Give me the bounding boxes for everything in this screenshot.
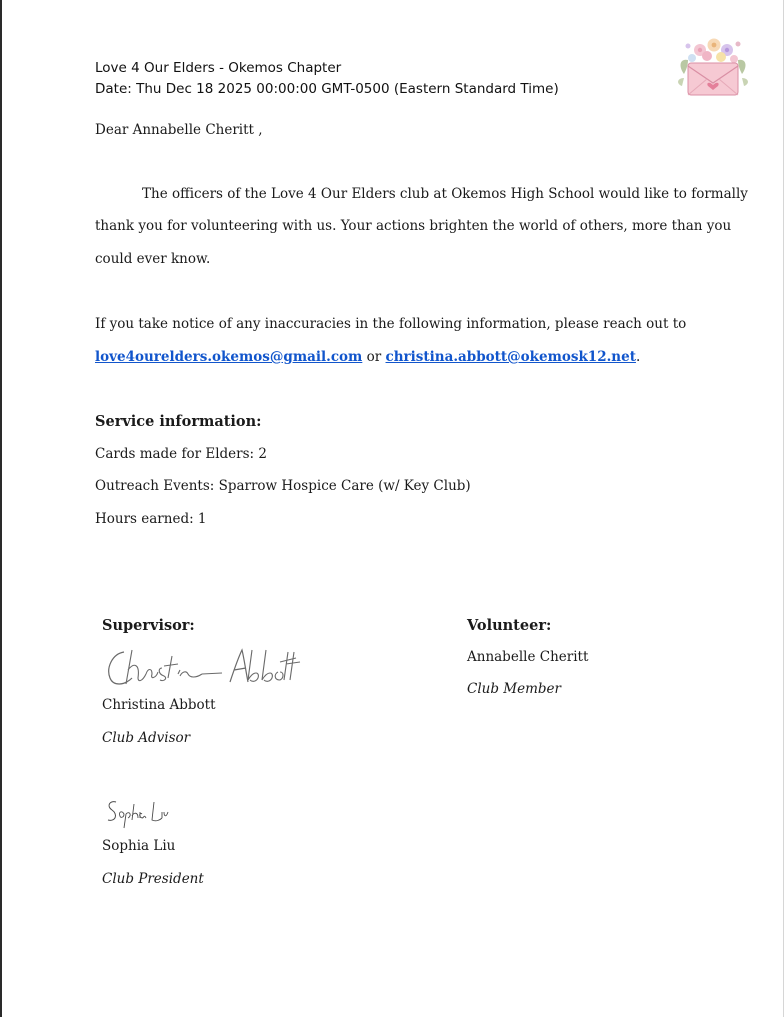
christina-abbott-signature xyxy=(102,644,302,692)
letter-date: Date: Thu Dec 18 2025 00:00:00 GMT-0500 (Eastern Standard Time) xyxy=(95,81,559,97)
supervisor-role: Club Advisor xyxy=(102,730,191,746)
period-text: . xyxy=(635,349,641,365)
volunteer-name: Annabelle Cheritt xyxy=(467,649,589,665)
sophia-liu-signature xyxy=(104,796,170,830)
volunteer-role: Club Member xyxy=(467,681,561,697)
body-line-2: thank you for volunteering with us. Your actions brighten the world of others, more than you xyxy=(95,218,732,234)
notice-line: If you take notice of any inaccuracies in the following information, please reach out to xyxy=(95,316,687,332)
supervisor-name: Christina Abbott xyxy=(102,697,216,713)
email-link-advisor[interactable]: christina.abbott@okemosk12.net xyxy=(385,349,636,365)
email-link-club[interactable]: love4ourelders.okemos@gmail.com xyxy=(95,349,363,365)
salutation: Dear Annabelle Cheritt , xyxy=(95,122,263,138)
service-heading: Service information: xyxy=(95,413,262,430)
service-hours: Hours earned: 1 xyxy=(95,511,207,527)
page-left-border xyxy=(0,0,2,1017)
org-name: Love 4 Our Elders - Okemos Chapter xyxy=(95,60,342,76)
or-text: or xyxy=(366,349,382,365)
contact-line xyxy=(95,349,640,365)
president-role: Club President xyxy=(102,871,204,887)
volunteer-heading: Volunteer: xyxy=(467,617,552,634)
supervisor-heading: Supervisor: xyxy=(102,617,195,634)
president-name: Sophia Liu xyxy=(102,838,176,854)
body-line-3: could ever know. xyxy=(95,251,211,267)
service-cards: Cards made for Elders: 2 xyxy=(95,446,267,462)
envelope-flowers-icon xyxy=(676,36,750,100)
body-line-1: The officers of the Love 4 Our Elders club at Okemos High School would like to formally xyxy=(142,186,748,202)
service-outreach: Outreach Events: Sparrow Hospice Care (w/ Key Club) xyxy=(95,478,471,494)
